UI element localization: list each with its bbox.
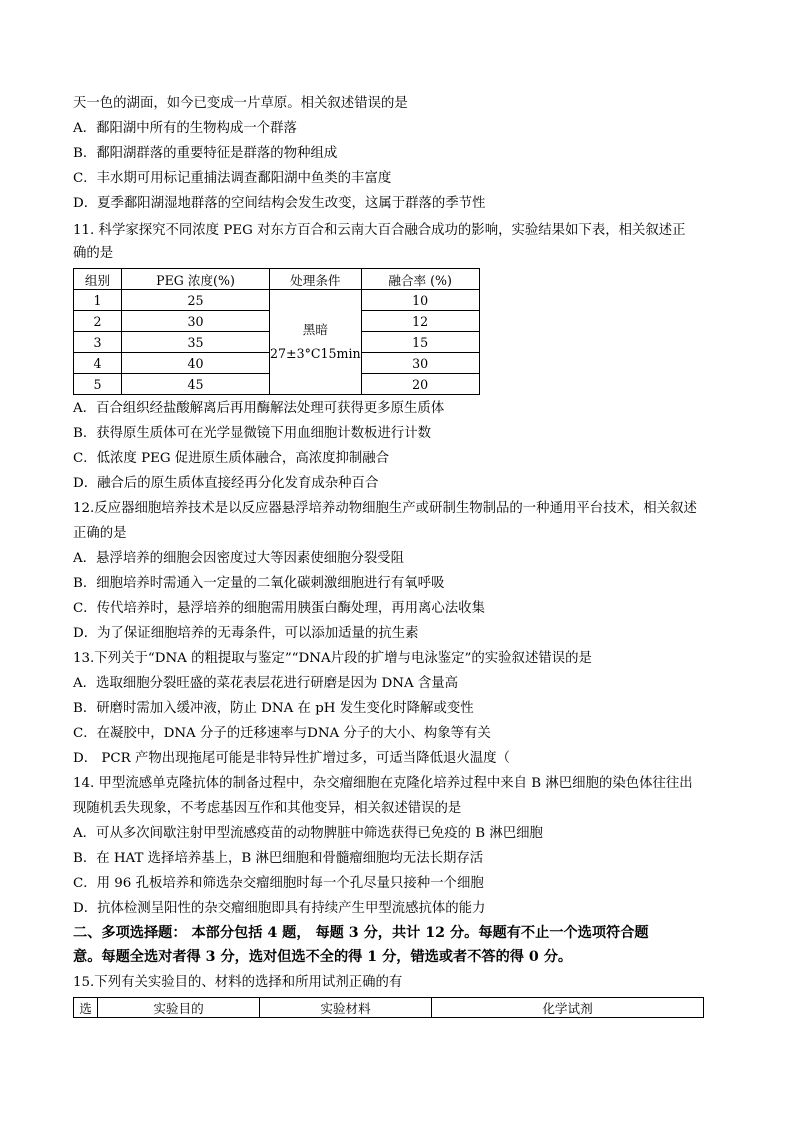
q14-option-b: B．在 HAT 选择培养基上，B 淋巴细胞和骨髓瘤细胞均无法长期存活 <box>73 851 484 866</box>
q12-option-b: B．细胞培养时需通入一定量的二氧化碳刺激细胞进行有氧呼吸 <box>73 576 445 591</box>
fusion-rate-cell: 30 <box>361 353 479 374</box>
q13-stem: 13.下列关于“DNA 的粗提取与鉴定”“DNA片段的扩增与电泳鉴定”的实验叙述错误的是 <box>73 651 592 666</box>
condition-dark: 黑暗 <box>302 322 328 337</box>
q10-option-b: B．鄱阳湖群落的重要特征是群落的物种组成 <box>73 146 338 161</box>
q11-stem-line1: 11. 科学家探究不同浓度 PEG 对东方百合和云南大百合融合成功的影响，实验结果如下表，相关叙述正 <box>73 223 686 238</box>
header-option: 选 <box>74 998 98 1018</box>
header-condition: 处理条件 <box>270 269 362 290</box>
q14-stem-line2: 现随机丢失现象，不考虑基因互作和其他变异，相关叙述错误的是 <box>73 801 462 816</box>
peg-fusion-table <box>73 268 480 395</box>
q11-option-c: C．低浓度 PEG 促进原生质体融合，高浓度抑制融合 <box>73 451 390 466</box>
q14-option-c: C．用 96 孔板培养和筛选杂交瘤细胞时每一个孔尽量只接种一个细胞 <box>73 876 484 891</box>
fusion-rate-cell: 20 <box>361 374 479 395</box>
q14-stem-line1: 14. 甲型流感单克隆抗体的制备过程中，杂交瘤细胞在克隆化培养过程中来自 B 淋巴细胞的染色体往往出 <box>73 776 693 791</box>
q13-option-d: D． PCR 产物出现拖尾可能是非特异性扩增过多，可适当降低退火温度（ <box>73 751 510 766</box>
table-row <box>74 290 480 311</box>
group-cell: 1 <box>74 290 122 311</box>
condition-temperature-time: 27±3°C15min <box>270 346 361 361</box>
header-material: 实验材料 <box>260 998 432 1018</box>
q13-option-c: C．在凝胶中，DNA 分子的迁移速率与DNA 分子的大小、构象等有关 <box>73 726 491 741</box>
q11-option-a: A．百合组织经盐酸解离后再用酶解法处理可获得更多原生质体 <box>73 401 445 416</box>
table-header-row <box>74 269 480 290</box>
q11-stem-line2: 确的是 <box>73 246 114 261</box>
fusion-rate-cell: 12 <box>361 311 479 332</box>
q10-stem-continued: 天一色的湖面，如今已变成一片草原。相关叙述错误的是 <box>73 96 408 111</box>
fusion-rate-cell: 15 <box>361 332 479 353</box>
section-heading-line1: 二、多项选择题： 本部分包括 4 题， 每题 3 分，共计 12 分。每题有不止一个选项符合题 <box>73 925 649 941</box>
peg-cell: 45 <box>122 374 270 395</box>
header-group: 组别 <box>74 269 122 290</box>
q12-stem-line1: 12.反应器细胞培养技术是以反应器悬浮培养动物细胞生产或研制生物制品的一种通用平台技术，相关叙述 <box>73 501 697 516</box>
q11-option-d: D．融合后的原生质体直接经再分化发育成杂种百合 <box>73 476 379 491</box>
q11-option-b: B．获得原生质体可在光学显微镜下用血细胞计数板进行计数 <box>73 426 431 441</box>
peg-cell: 35 <box>122 332 270 353</box>
q10-option-c: C．丰水期可用标记重捕法调查鄱阳湖中鱼类的丰富度 <box>73 171 392 186</box>
group-cell: 3 <box>74 332 122 353</box>
group-cell: 5 <box>74 374 122 395</box>
q10-option-d: D．夏季鄱阳湖湿地群落的空间结构会发生改变，这属于群落的季节性 <box>73 196 486 211</box>
q15-table <box>73 997 704 1018</box>
q15-stem: 15.下列有关实验目的、材料的选择和所用试剂正确的有 <box>73 975 403 990</box>
condition-cell <box>270 290 362 395</box>
q12-option-d: D．为了保证细胞培养的无毒条件，可以添加适量的抗生素 <box>73 626 419 641</box>
q13-option-b: B．研磨时需加入缓冲液，防止 DNA 在 pH 发生变化时降解或变性 <box>73 701 474 716</box>
q12-option-c: C．传代培养时，悬浮培养的细胞需用胰蛋白酶处理，再用离心法收集 <box>73 601 485 616</box>
q13-option-a: A．选取细胞分裂旺盛的菜花表层花进行研磨是因为 DNA 含量高 <box>73 676 459 691</box>
section-heading-line2: 意。每题全选对者得 3 分，选对但选不全的得 1 分，错选或者不答的得 0 分。 <box>73 949 573 965</box>
fusion-rate-cell: 10 <box>361 290 479 311</box>
group-cell: 2 <box>74 311 122 332</box>
q10-option-a: A．鄱阳湖中所有的生物构成一个群落 <box>73 121 297 136</box>
group-cell: 4 <box>74 353 122 374</box>
peg-cell: 40 <box>122 353 270 374</box>
q14-option-a: A．可从多次间歇注射甲型流感疫苗的动物脾脏中筛选获得已免疫的 B 淋巴细胞 <box>73 826 543 841</box>
q14-option-d: D．抗体检测呈阳性的杂交瘤细胞即具有持续产生甲型流感抗体的能力 <box>73 901 486 916</box>
header-fusion-rate: 融合率 (%) <box>361 269 479 290</box>
q12-option-a: A．悬浮培养的细胞会因密度过大等因素使细胞分裂受阻 <box>73 551 405 566</box>
header-peg-concentration: PEG 浓度(%) <box>122 269 270 290</box>
header-purpose: 实验目的 <box>98 998 260 1018</box>
header-reagent: 化学试剂 <box>432 998 704 1018</box>
q12-stem-line2: 正确的是 <box>73 526 127 541</box>
table-header-row <box>74 998 704 1018</box>
peg-cell: 25 <box>122 290 270 311</box>
peg-cell: 30 <box>122 311 270 332</box>
